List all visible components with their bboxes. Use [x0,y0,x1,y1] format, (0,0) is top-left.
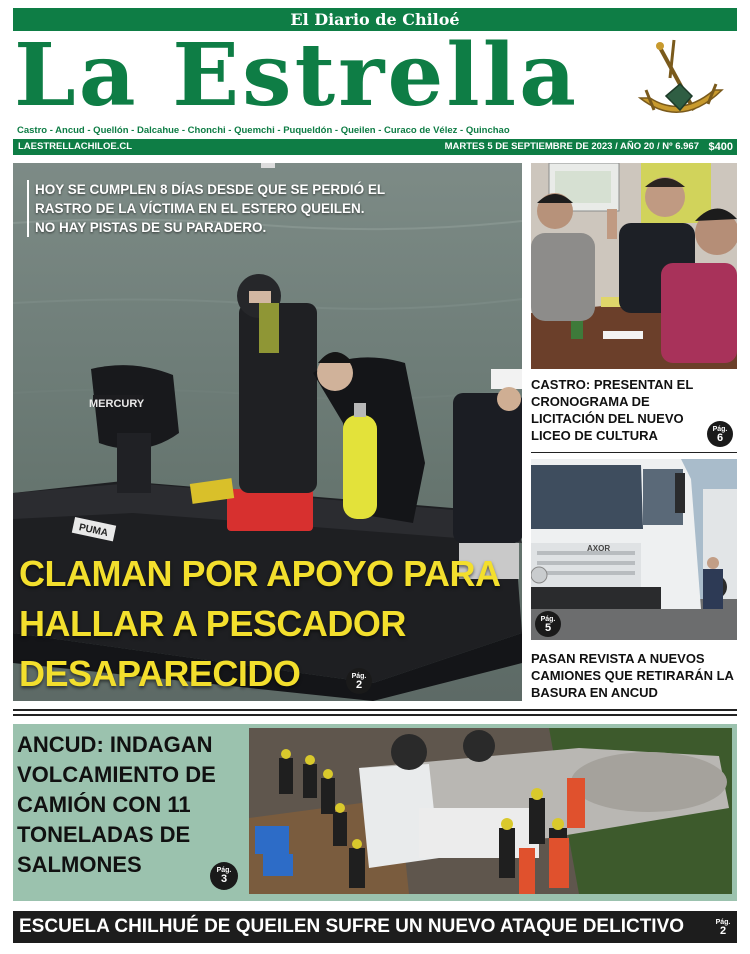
lead-kicker: HOY SE CUMPLEN 8 DÍAS DESDE QUE SE PERDIÓ EL RASTRO DE LA VÍCTIMA EN EL ESTERO QUEILEN. NO HAY PISTAS DE SU PARADERO. [27,180,387,237]
lead-headline[interactable]: CLAMAN POR APOYO PARA HALLAR A PESCADOR DESAPARECIDO [19,553,500,694]
escuela-headline: ESCUELA CHILHUÉ DE QUEILEN SUFRE UN NUEVO ATAQUE DELICTIVO [19,916,685,937]
section-divider-bottom [13,714,737,716]
camiones-headline[interactable]: PASAN REVISTA A NUEVOS CAMIONES QUE RETIRARÁN LA BASURA EN ANCUD [531,651,734,700]
truck-brand-text: AXOR [587,544,611,553]
escuela-page-badge: Pág. 2 [715,919,731,937]
truck-crash-photo[interactable] [249,728,732,894]
castro-headline[interactable]: CASTRO: PRESENTAN EL CRONOGRAMA DE LICITACIÓN DEL NUEVO LICEO DE CULTURA [531,377,694,443]
issue-date: MARTES 5 DE SEPTIEMBRE DE 2023 / AÑO 20 / Nº 6.967 [444,141,699,152]
lead-story[interactable] [13,163,522,701]
castro-page-badge: Pág. 6 [707,421,733,447]
lead-page-badge: Pág. 2 [346,668,372,694]
section-divider-top [13,709,737,711]
towns-list: Castro - Ancud - Quellón - Dalcahue - Chonchi - Quemchi - Puqueldón - Queilen - Curaco de Vélez - Quinchao [17,125,510,136]
garbage-trucks-photo[interactable] [531,459,737,640]
website-link[interactable]: LAESTRELLACHILOE.CL [18,141,132,152]
camiones-page-badge: Pág. 5 [535,611,561,637]
ancud-page-badge: Pág. 3 [210,862,238,890]
masthead-top-label: El Diario de Chiloé [290,10,460,29]
boat-brand-text: PUMA [77,522,109,540]
issue-price: $400 [708,141,733,153]
castro-meeting-photo[interactable] [531,163,737,369]
issue-info-band [13,139,737,155]
anchor-emblem-icon [636,38,726,136]
ancud-headline[interactable]: ANCUD: INDAGAN VOLCAMIENTO DE CAMIÓN CON 11 TONELADAS DE SALMONES [17,732,216,877]
motor-brand-text: MERCURY [89,398,145,410]
newspaper-logo-title[interactable]: La Estrella [14,25,580,126]
escuela-headline-bar[interactable] [13,911,737,943]
right-column-divider [531,452,737,453]
